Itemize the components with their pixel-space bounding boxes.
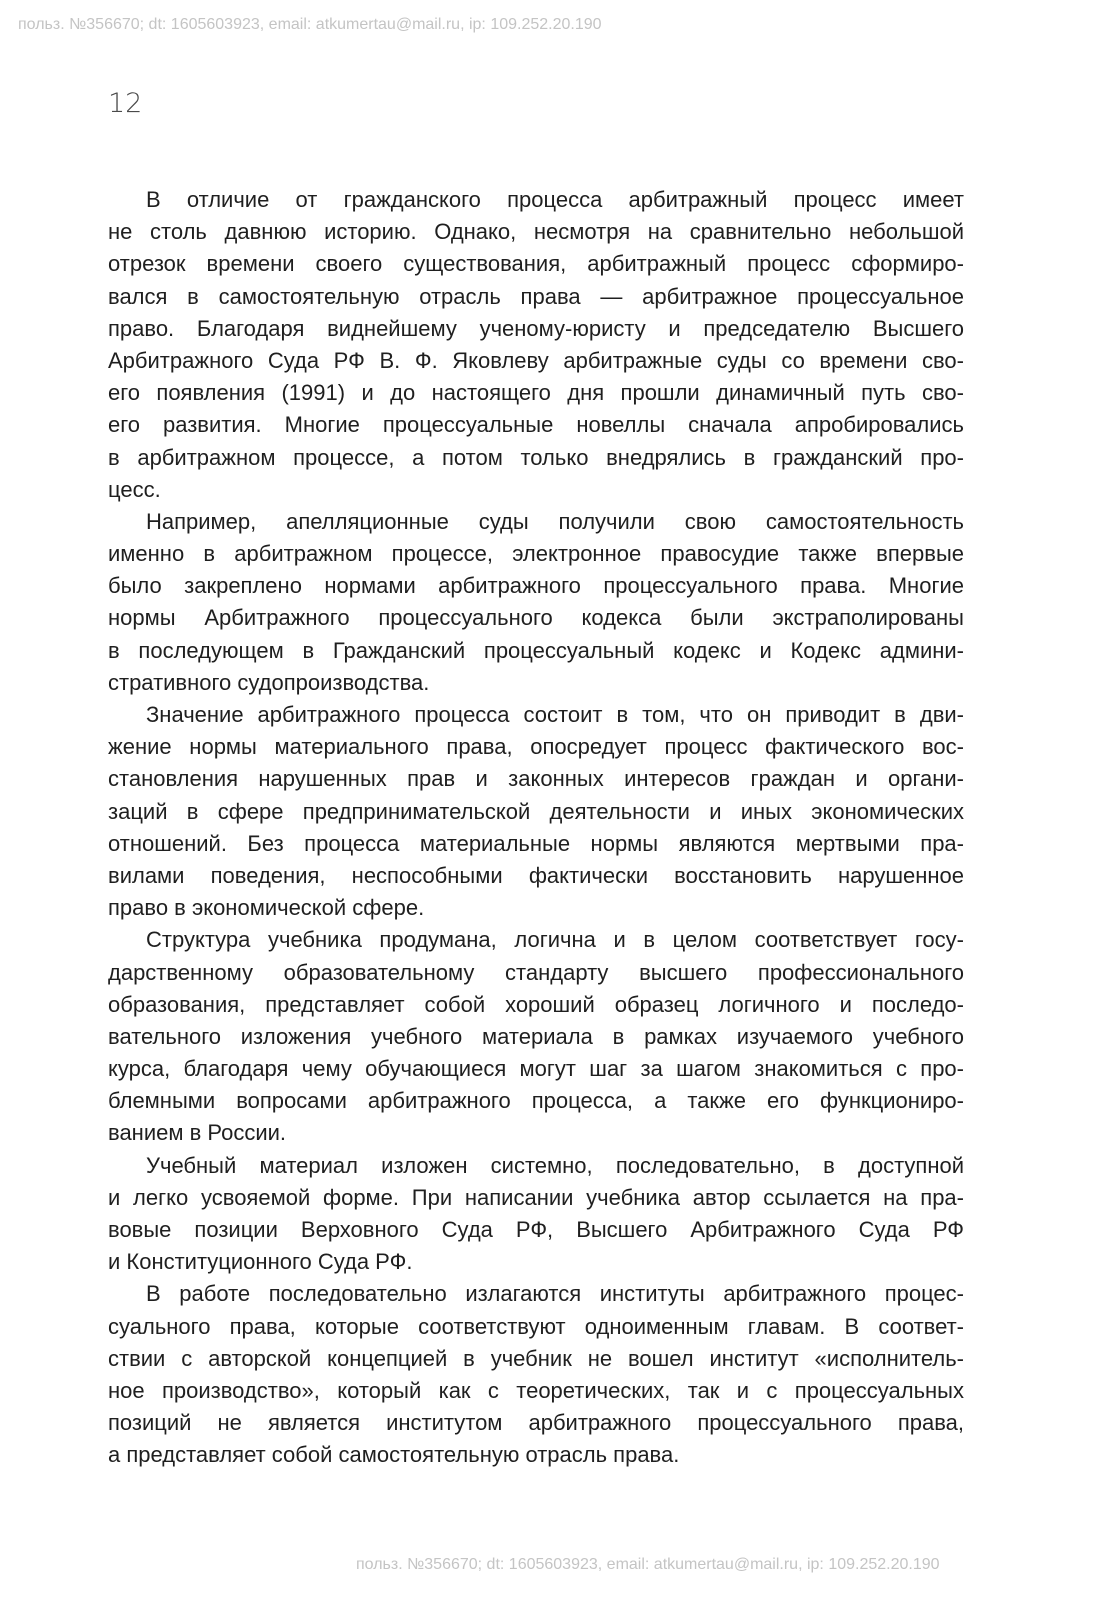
text-line: вательного изложения учебного материала в рамках изучаемого учебного: [108, 1023, 964, 1049]
text-line: отрезок времени своего существования, арбитражный процесс сформиро-: [108, 251, 964, 277]
text-line: его развития. Многие процессуальные новеллы сначала апробировались: [108, 412, 964, 438]
text-line: ванием в России.: [108, 1120, 287, 1146]
text-line: жение нормы материального права, опосредует процесс фактического вос-: [108, 734, 964, 760]
text-line: ное производство», который как с теоретических, так и с процессуальных: [108, 1377, 964, 1403]
text-line: вовые позиции Верховного Суда РФ, Высшего Арбитражного Суда РФ: [108, 1217, 964, 1242]
text-line: В работе последовательно излагаются институты арбитражного процес-: [146, 1281, 964, 1307]
text-line: его появления (1991) и до настоящего дня прошли динамичный путь сво-: [108, 380, 964, 406]
text-line: ствии с авторской концепцией в учебник не вошел институт «исполнитель-: [108, 1345, 964, 1371]
text-line: Арбитражного Суда РФ В. Ф. Яковлеву арбитражные суды со времени сво-: [108, 347, 964, 373]
page-number: 12: [108, 88, 143, 119]
text-line: образования, представляет собой хороший образец логичного и последо-: [108, 991, 964, 1017]
body-text: [108, 184, 964, 1472]
text-line: было закреплено нормами арбитражного процессуального права. Многие: [108, 573, 964, 599]
text-line: право. Благодаря виднейшему ученому-юристу и председателю Высшего: [108, 315, 964, 341]
text-line: суального права, которые соответствуют одноименным главам. В соответ-: [108, 1313, 964, 1339]
text-line: в последующем в Гражданский процессуальный кодекс и Кодекс админи-: [108, 637, 964, 663]
text-line: В отличие от гражданского процесса арбитражный процесс имеет: [146, 187, 964, 212]
text-line: блемными вопросами арбитражного процесса, а также его функциониро-: [108, 1088, 964, 1114]
text-line: становления нарушенных прав и законных интересов граждан и органи-: [108, 766, 964, 792]
text-line: именно в арбитражном процессе, электронное правосудие также впервые: [108, 541, 964, 567]
text-line: и легко усвояемой форме. При написании учебника автор ссылается на пра-: [108, 1184, 964, 1210]
text-line: заций в сфере предпринимательской деятельности и иных экономических: [108, 798, 964, 824]
text-line: отношений. Без процесса материальные нормы являются мертвыми пра-: [108, 830, 964, 856]
text-line: в арбитражном процессе, а потом только внедрялись в гражданский про-: [108, 444, 964, 470]
text-line: и Конституционного Суда РФ.: [108, 1249, 413, 1275]
text-line: стративного судопроизводства.: [108, 669, 430, 695]
text-line: право в экономической сфере.: [108, 895, 425, 921]
text-line: курса, благодаря чему обучающиеся могут шаг за шагом знакомиться с про-: [108, 1056, 964, 1082]
text-line: нормы Арбитражного процессуального кодекса были экстраполированы: [108, 605, 964, 631]
watermark-top: польз. №356670; dt: 1605603923, email: atkumertau@mail.ru, ip: 109.252.20.190: [18, 16, 602, 33]
text-line: Учебный материал изложен системно, последовательно, в доступной: [146, 1152, 964, 1178]
watermark-bottom: польз. №356670; dt: 1605603923, email: atkumertau@mail.ru, ip: 109.252.20.190: [356, 1556, 940, 1573]
text-line: Значение арбитражного процесса состоит в том, что он приводит в дви-: [146, 702, 964, 727]
text-line: а представляет собой самостоятельную отрасль права.: [108, 1442, 680, 1468]
text-line: Например, апелляционные суды получили свою самостоятельность: [146, 508, 964, 534]
text-line: цесс.: [108, 476, 161, 502]
text-line: вилами поведения, неспособными фактически восстановить нарушенное: [108, 862, 964, 888]
text-line: не столь давнюю историю. Однако, несмотря на сравнительно небольшой: [108, 219, 964, 245]
text-line: вался в самостоятельную отрасль права — арбитражное процессуальное: [108, 283, 964, 309]
text-line: дарственному образовательному стандарту высшего профессионального: [108, 959, 964, 985]
text-line: позиций не является институтом арбитражного процессуального права,: [108, 1410, 964, 1436]
text-line: Структура учебника продумана, логична и в целом соответствует госу-: [146, 927, 964, 953]
